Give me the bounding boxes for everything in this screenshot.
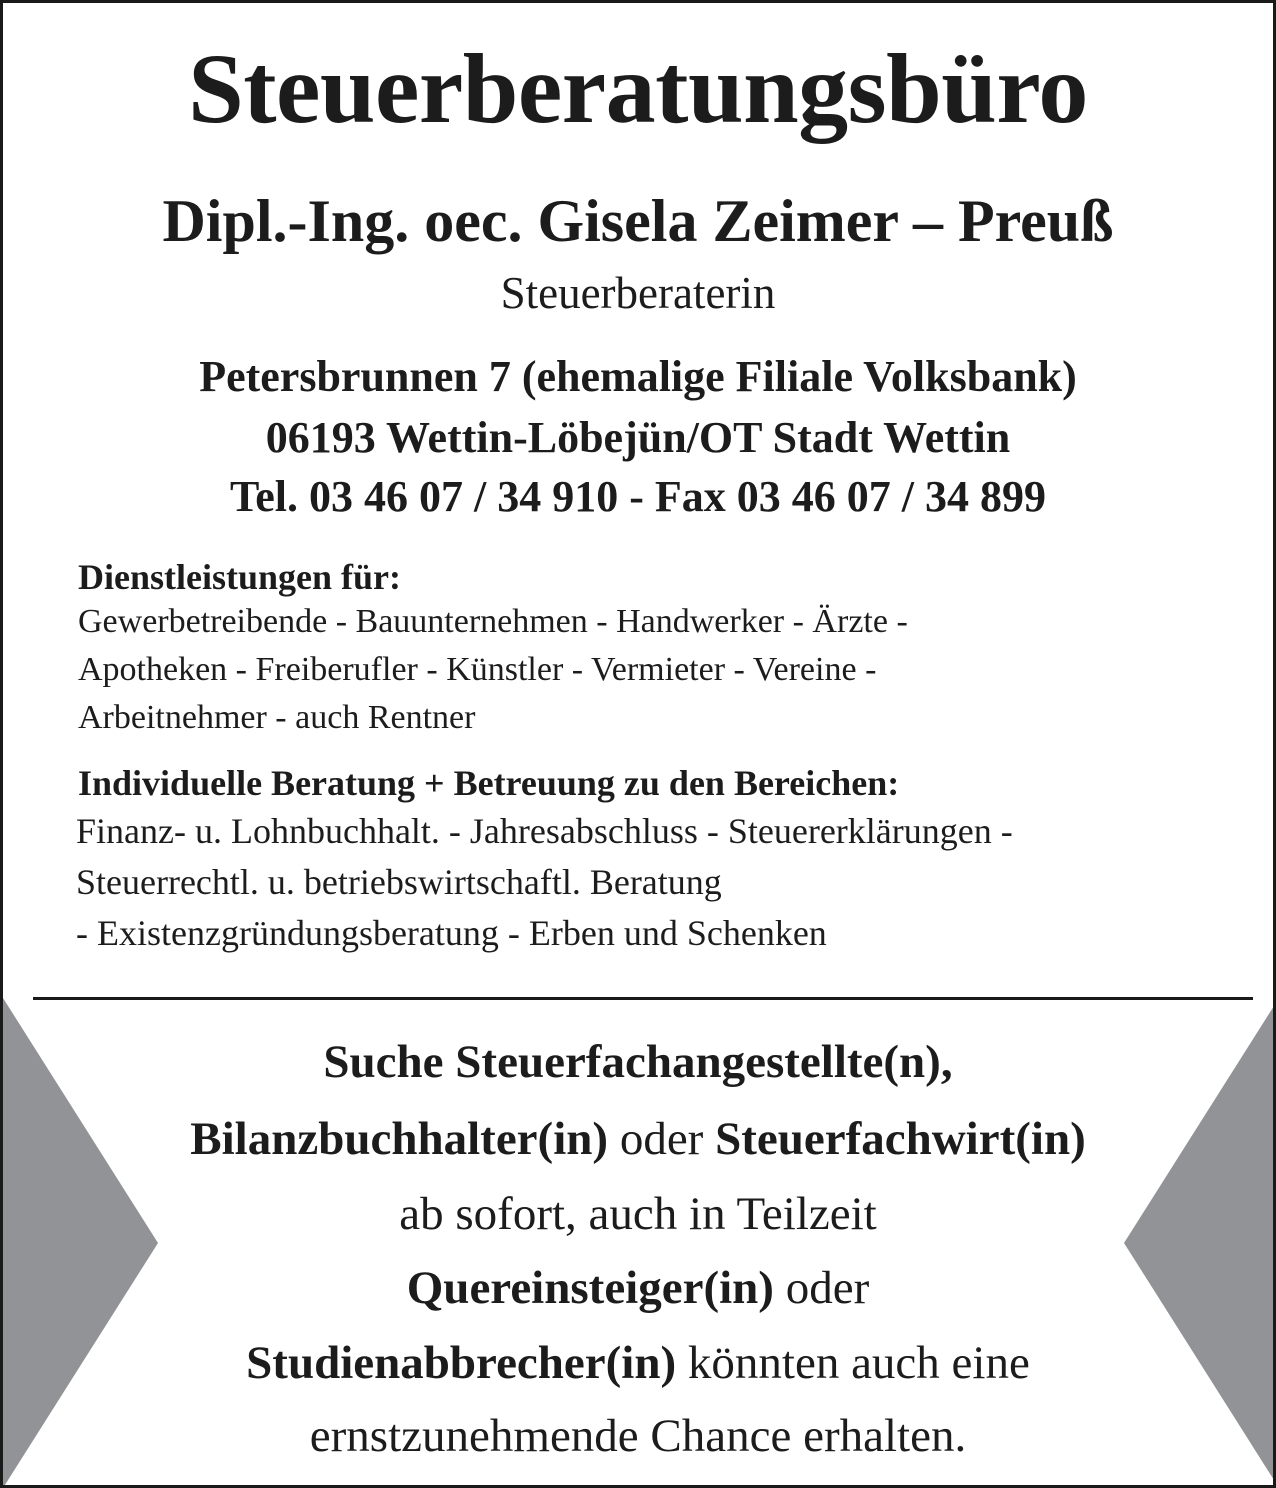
services-line: Apotheken - Freiberufler - Künstler - Vermieter - Vereine - <box>78 651 877 688</box>
job-title-tax-clerk: Suche Steuerfachangestellte(n), <box>323 1036 953 1088</box>
job-offer-text: könnten auch eine <box>676 1337 1030 1389</box>
job-offer-connector: oder <box>608 1113 716 1165</box>
address-city: 06193 Wettin-Löbejün/OT Stadt Wettin <box>265 413 1011 462</box>
consulting-heading: Individuelle Beratung + Betreuung zu den Bereichen: <box>78 763 900 803</box>
job-title-tax-specialist: Steuerfachwirt(in) <box>715 1113 1086 1165</box>
job-offer-line <box>3 1262 1273 1314</box>
job-offer-availability: ab sofort, auch in Teilzeit <box>399 1188 877 1240</box>
job-offer-line <box>3 1337 1273 1389</box>
phone-fax: Tel. 03 46 07 / 34 910 - Fax 03 46 07 / 34 899 <box>229 472 1047 521</box>
consulting-line: - Existenzgründungsberatung - Erben und Schenken <box>76 913 827 953</box>
job-offer-line <box>3 1113 1273 1165</box>
job-title-career-changer: Quereinsteiger(in) <box>406 1262 774 1314</box>
page-title: Steuerberatungsbüro <box>188 33 1088 144</box>
owner-name: Dipl.-Ing. oec. Gisela Zeimer – Preuß <box>162 188 1114 254</box>
services-line: Arbeitnehmer - auch Rentner <box>78 699 476 736</box>
job-title-accountant: Bilanzbuchhalter(in) <box>190 1113 609 1165</box>
consulting-line: Finanz- u. Lohnbuchhalt. - Jahresabschluss - Steuererklärungen - <box>76 811 1013 851</box>
job-title-dropout: Studienabbrecher(in) <box>246 1337 677 1389</box>
consulting-line: Steuerrechtl. u. betriebswirtschaftl. Beratung <box>76 862 722 902</box>
job-offer-connector: oder <box>773 1262 870 1314</box>
job-offer-line <box>3 1036 1273 1088</box>
address-street: Petersbrunnen 7 (ehemalige Filiale Volksbank) <box>199 352 1077 401</box>
services-line: Gewerbetreibende - Bauunternehmen - Handwerker - Ärzte - <box>78 603 908 640</box>
services-heading: Dienstleistungen für: <box>78 557 401 597</box>
section-divider <box>33 997 1253 1000</box>
profession-label: Steuerberaterin <box>500 268 776 318</box>
job-offer-closing: ernstzunehmende Chance erhalten. <box>309 1410 967 1462</box>
